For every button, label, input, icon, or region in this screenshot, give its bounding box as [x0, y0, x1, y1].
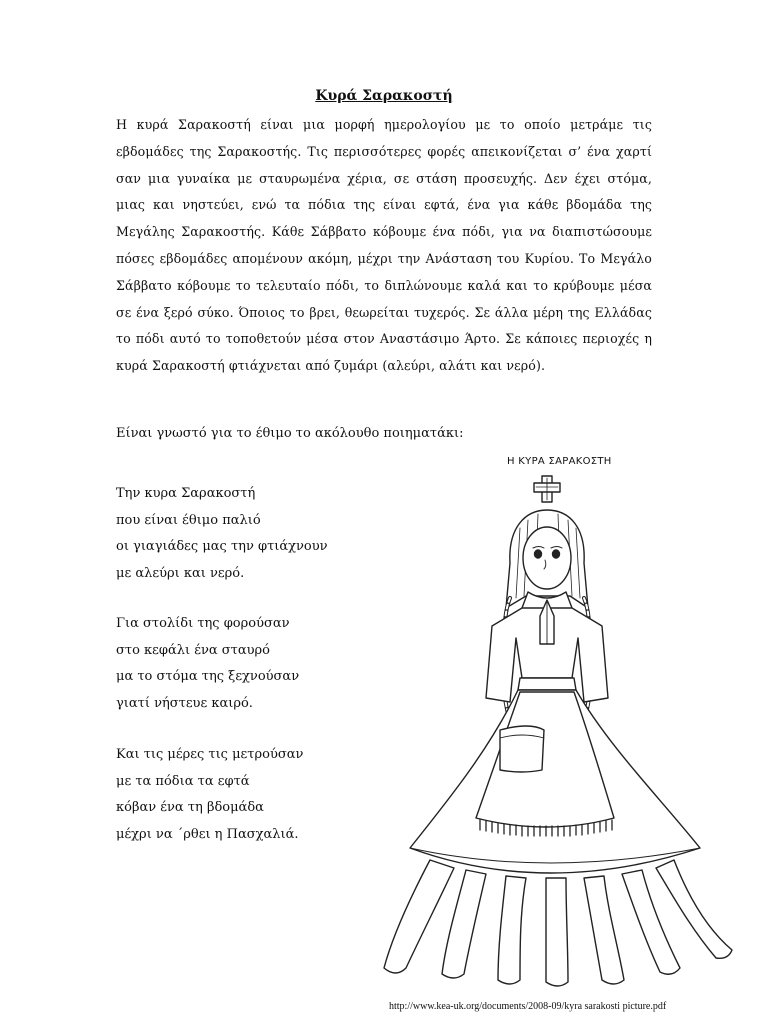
- poem-line: με αλεύρι και νερό.: [116, 565, 245, 581]
- poem-line: με τα πόδια τα εφτά: [116, 773, 250, 789]
- poem-line: οι γιαγιάδες μας την φτιάχνουν: [116, 539, 328, 554]
- source-link[interactable]: http://www.kea-uk.org/documents/2008-09/kyra sarakosti picture.pdf: [389, 1001, 667, 1012]
- poem-line: μα το στόμα της ξεχνούσαν: [116, 669, 300, 684]
- poem-stanza-3: [116, 742, 303, 848]
- poem-line: που είναι έθιμο παλιό: [116, 512, 261, 528]
- document-title: Κυρά Σαρακοστή: [315, 88, 453, 104]
- poem-line: Την κυρα Σαρακοστή: [116, 486, 256, 501]
- poem-line: στο κεφάλι ένα σταυρό: [116, 642, 271, 658]
- poem-line: κόβαν ένα τη βδομάδα: [116, 800, 264, 815]
- poem-line: Και τις μέρες τις μετρούσαν: [116, 747, 304, 762]
- seven-legs: [384, 860, 732, 986]
- poem-line: μέχρι να ΄ρθει η Πασχαλιά.: [116, 826, 299, 842]
- poem-stanza-1: [116, 481, 328, 587]
- intro-paragraph: Η κυρά Σαρακοστή είναι μια μορφή ημερολογίου με το οποίο μετράμε τις εβδομάδες της Σαρακοστής. Τις περισσότερες φορές απεικονίζεται σ’ ένα χαρτί σαν μια γυναίκα με σταυρωμένα χέρια, σε στάση προσευχής. Δεν έχει στόμα, μιας και νηστεύει, ενώ τα πόδια της είναι εφτά, ένα για κάθε βδομάδα της Μεγάλης Σαρακοστής. Κάθε Σάββατο κόβουμε ένα πόδι, για να διαπιστώσουμε πόσες εβδομάδες απομένουν ακόμη, μέχρι την Ανάσταση του Κυρίου. Το Μεγάλο Σάββατο κόβουμε το τελευταίο πόδι, το διπλώνουμε καλά και το κρύβουμε μέσα σε ένα ξερό σύκο. Όποιος το βρει, θεωρείται τυχερός. Σε άλλα μέρη της Ελλάδας το πόδι αυτό το τοποθετούν μέσα στον Αναστάσιμο Άρτο. Σε κάποιες περιοχές η κυρά Σαρακοστή φτιάχνεται από ζυμάρι (αλεύρι, αλάτι και νερό).: [116, 117, 652, 374]
- poem-line: Για στολίδι της φορούσαν: [116, 616, 290, 631]
- cross-icon: [534, 476, 560, 502]
- poem-intro: Είναι γνωστό για το έθιμο το ακόλουθο ποιηματάκι:: [116, 426, 464, 441]
- poem-line: γιατί νήστευε καιρό.: [116, 695, 253, 711]
- illustration-caption: Η ΚΥΡΑ ΣΑΡΑΚΟΣΤΗ: [507, 456, 612, 467]
- kyra-sarakosti-illustration: [370, 468, 750, 996]
- poem-stanza-2: [116, 611, 299, 717]
